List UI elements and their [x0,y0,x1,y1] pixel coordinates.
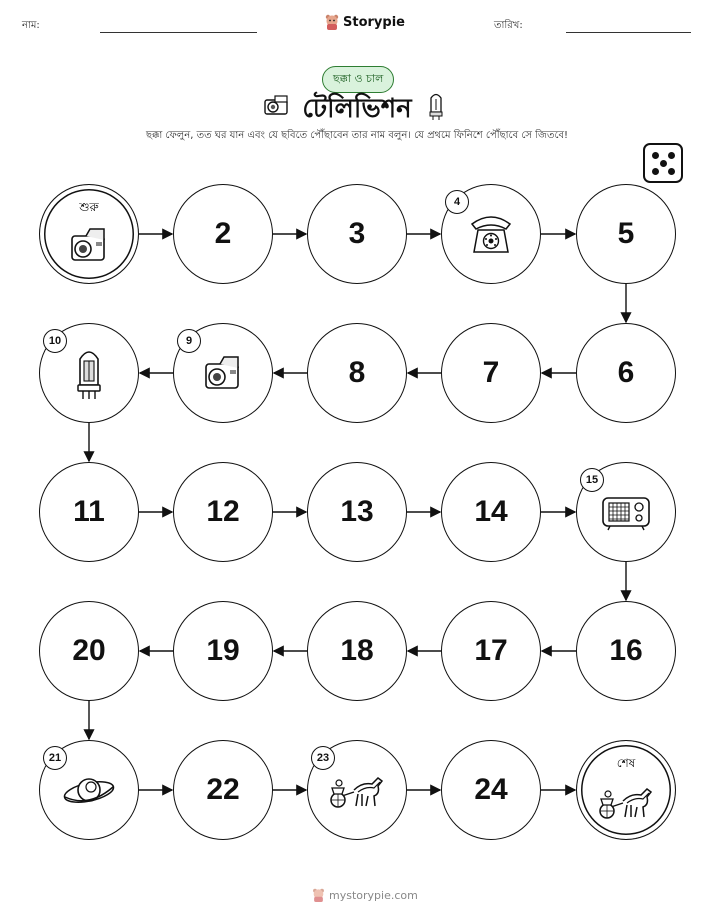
vacuum-tube-icon [74,345,104,401]
board-cell-18 [307,601,407,701]
footer [312,888,418,902]
cell-number: 16 [609,634,643,667]
planet-icon [61,770,117,810]
board-cell-8 [307,323,407,423]
board-cell-14 [441,462,541,562]
cell-number: 3 [348,217,366,250]
board-cell-19 [173,601,273,701]
cell-number: 11 [73,495,105,528]
cell-number: 6 [617,356,635,389]
cell-number-badge: 15 [580,468,604,492]
cell-number: 18 [340,634,374,667]
game-type-badge: ছক্কা ও চাল [322,66,394,93]
instructions: ছক্কা ফেলুন, তত ঘর যান এবং যে ছবিতে পৌঁছাবেন তার নাম বলুন। যে প্রথমে ফিনিশে পৌঁছাবে সে জিতবে! [145,130,569,141]
horse-cart-icon [328,770,386,810]
radio-icon [600,492,652,532]
board-cell-13 [307,462,407,562]
cell-number-badge: 4 [445,190,469,214]
board-cell-24 [441,740,541,840]
name-label: নাম: [22,20,40,31]
cell-number: 17 [474,634,508,667]
cell-number: 7 [482,356,500,389]
cell-number: 13 [340,495,374,528]
board-cell-17 [441,601,541,701]
cell-number: 5 [617,217,635,250]
cell-number: 14 [474,495,508,528]
board-cell-20 [39,601,139,701]
camera-icon [66,226,112,264]
board-cell-11 [39,462,139,562]
cell-number: 24 [474,773,508,806]
cell-number: 12 [206,495,240,528]
cell-number-badge: 23 [311,746,335,770]
mascot-icon [312,888,325,902]
board-cell-2 [173,184,273,284]
board-cell-6 [576,323,676,423]
board-cell-22 [173,740,273,840]
telephone-icon [466,212,516,256]
board-cell-12 [173,462,273,562]
cell-number: 22 [206,773,240,806]
cell-number-badge: 10 [43,329,67,353]
brand-name: Storypie [343,14,405,30]
footer-site[interactable]: mystorypie.com [329,888,418,902]
cell-number: 19 [206,634,240,667]
date-label: তারিখ: [494,20,523,31]
finish-cell [576,740,676,840]
board-cell-7 [441,323,541,423]
cell-number: 2 [214,217,232,250]
board-cell-5 [576,184,676,284]
finish-label: শেষ [616,756,636,770]
horse-cart-icon [597,781,655,821]
start-label: শুরু [79,200,99,214]
cell-number: 8 [348,356,366,389]
cell-number: 20 [72,634,106,667]
page-title: টেলিভিশন [302,94,412,124]
camera-icon [200,354,246,392]
board-cell-3 [307,184,407,284]
start-cell [39,184,139,284]
cell-number-badge: 9 [177,329,201,353]
board-cell-16 [576,601,676,701]
cell-number-badge: 21 [43,746,67,770]
